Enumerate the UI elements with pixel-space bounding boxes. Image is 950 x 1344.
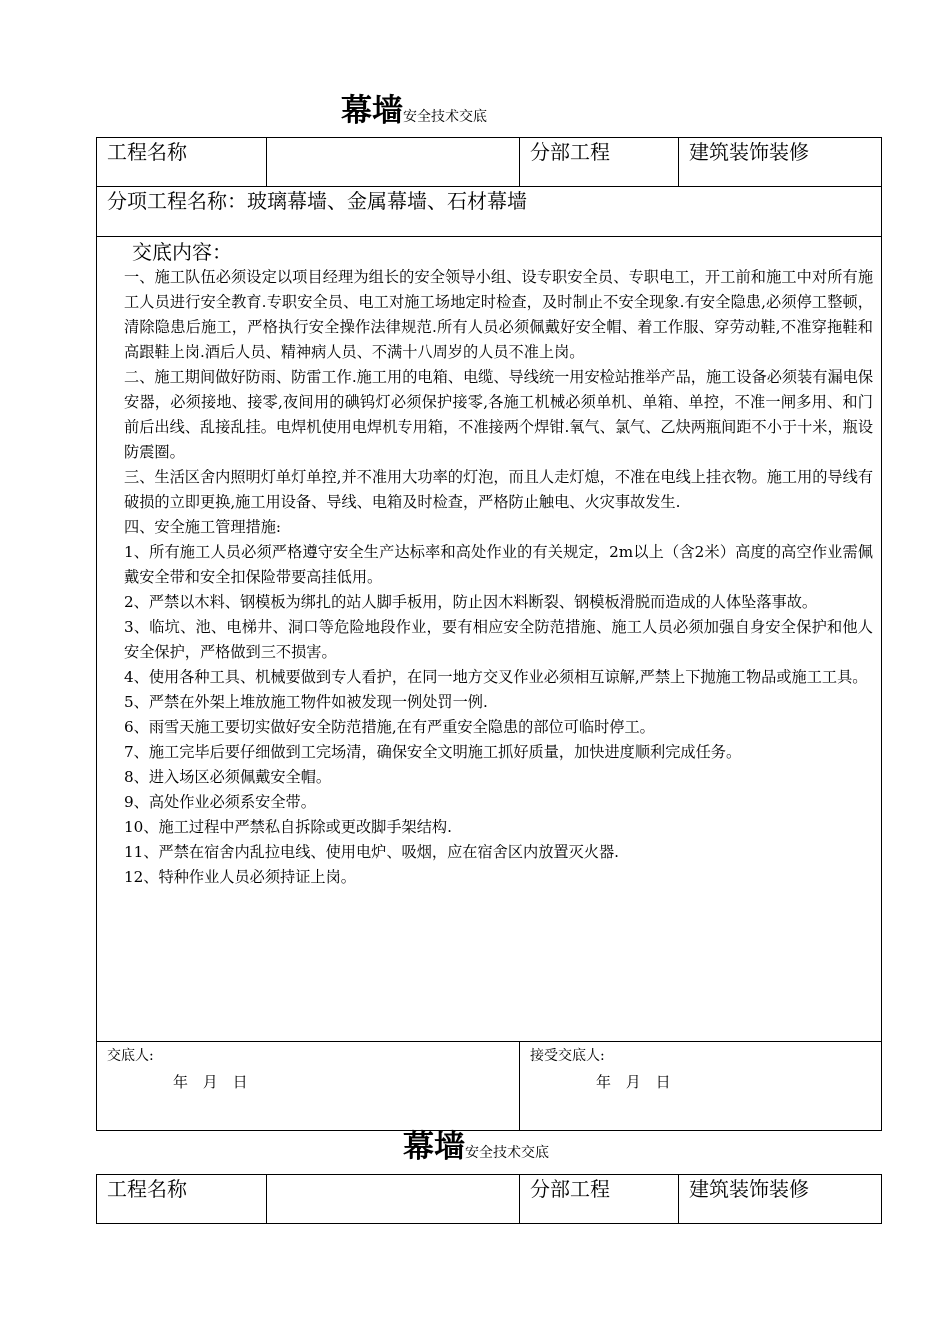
- form-title: [341, 93, 487, 129]
- signature-row: [97, 1042, 882, 1131]
- disclosure-content: [97, 237, 882, 1042]
- measure-10: 10、施工过程中严禁私自拆除或更改脚手架结构.: [124, 818, 452, 836]
- receiver-date[interactable]: [530, 1072, 881, 1092]
- measure-6: 6、雨雪天施工要切实做好安全防范措施,在有严重安全隐患的部位可临时停工。: [124, 718, 655, 736]
- paragraph-3: 三、生活区舍内照明灯单灯单控,并不准用大功率的灯泡，而且人走灯熄，不准在电线上挂衣物。施工用的导线有破损的立即更换,施工用设备、导线、电箱及时检查，严格防止触电、火灾事故发生.: [124, 468, 874, 511]
- receiver-label: 接受交底人:: [530, 1048, 605, 1064]
- measure-2: 2、严禁以木料、钢模板为绑扎的站人脚手板用，防止因木料断裂、钢模板滑脱而造成的人体坠落事故。: [124, 593, 818, 611]
- date-day: 日: [655, 1073, 671, 1091]
- measure-11: 11、严禁在宿舍内乱拉电线、使用电炉、吸烟，应在宿舍区内放置灭火器.: [124, 843, 619, 861]
- division-value[interactable]: 建筑装饰装修: [679, 138, 882, 187]
- content-row: [97, 237, 882, 1042]
- form2-title-main: 幕墙: [403, 1129, 465, 1165]
- date-year: 年: [173, 1073, 189, 1091]
- form2-title: [403, 1129, 549, 1165]
- form-title-main: 幕墙: [341, 93, 403, 129]
- measure-12: 12、特种作业人员必须持证上岗。: [124, 868, 356, 886]
- discloser-label: 交底人:: [107, 1048, 154, 1064]
- paragraph-4: 四、安全施工管理措施:: [124, 518, 281, 536]
- date-day: 日: [232, 1073, 248, 1091]
- subitem-name: 分项工程名称：玻璃幕墙、金属幕墙、石材幕墙: [97, 187, 882, 237]
- project-name-label: 工程名称: [97, 1175, 267, 1224]
- subitem-row: [97, 187, 882, 237]
- measure-9: 9、高处作业必须系安全带。: [124, 793, 316, 811]
- division-label: 分部工程: [520, 1175, 679, 1224]
- form2-title-sub: 安全技术交底: [465, 1145, 549, 1161]
- disclosure-form: [96, 137, 882, 1131]
- measure-7: 7、施工完毕后要仔细做到工完场清，确保安全文明施工抓好质量，加快进度顺利完成任务。: [124, 743, 742, 761]
- receiver-cell: [520, 1042, 882, 1131]
- form-title-sub: 安全技术交底: [403, 109, 487, 125]
- project-name-value[interactable]: [267, 138, 520, 187]
- measure-4: 4、使用各种工具、机械要做到专人看护，在同一地方交叉作业必须相互谅解,严禁上下抛施工物品或施工工具。: [124, 668, 868, 686]
- project-name-value[interactable]: [267, 1175, 520, 1224]
- content-title: 交底内容：: [132, 240, 232, 264]
- content-paragraphs: [97, 265, 881, 890]
- discloser-date[interactable]: [107, 1072, 519, 1092]
- date-month: 月: [625, 1073, 641, 1091]
- date-month: 月: [202, 1073, 218, 1091]
- measure-3: 3、临坑、池、电梯井、洞口等危险地段作业，要有相应安全防范措施、施工人员必须加强自身安全保护和他人安全保护，严格做到三不损害。: [124, 618, 873, 661]
- date-year: 年: [596, 1073, 612, 1091]
- project-name-label: 工程名称: [97, 138, 267, 187]
- project-info-row: [97, 138, 882, 187]
- project-info-row-2: [97, 1175, 882, 1224]
- division-label: 分部工程: [520, 138, 679, 187]
- paragraph-1: 一、施工队伍必须设定以项目经理为组长的安全领导小组、设专职安全员、专职电工，开工前和施工中对所有施工人员进行安全教育.专职安全员、电工对施工场地定时检查，及时制止不安全现象.有安全隐患,必须停工整顿，清除隐患后施工，严格执行安全操作法律规范.所有人员必须佩戴好安全帽、着工作服、穿劳动鞋,不准穿拖鞋和高跟鞋上岗.酒后人员、精神病人员、不满十八周岁的人员不准上岗。: [124, 268, 873, 361]
- measure-8: 8、进入场区必须佩戴安全帽。: [124, 768, 332, 786]
- measure-1: 1、所有施工人员必须严格遵守安全生产达标率和高处作业的有关规定，2m以上（含2米）高度的高空作业需佩戴安全带和安全扣保险带要高挂低用。: [124, 543, 873, 586]
- measure-5: 5、严禁在外架上堆放施工物件如被发现一例处罚一例.: [124, 693, 488, 711]
- disclosure-form-2: [96, 1174, 882, 1224]
- paragraph-2: 二、施工期间做好防雨、防雷工作.施工用的电箱、电缆、导线统一用安检站推举产品，施工设备必须装有漏电保安器，必须接地、接零,夜间用的碘钨灯必须保护接零,各施工机械必须单机、单箱、单控，不准一闸多用、和门前后出线、乱接乱挂。电焊机使用电焊机专用箱，不准接两个焊钳.氧气、氯气、乙炔两瓶间距不小于十米，瓶设防震圈。: [124, 368, 874, 461]
- discloser-cell: [97, 1042, 520, 1131]
- division-value[interactable]: 建筑装饰装修: [679, 1175, 882, 1224]
